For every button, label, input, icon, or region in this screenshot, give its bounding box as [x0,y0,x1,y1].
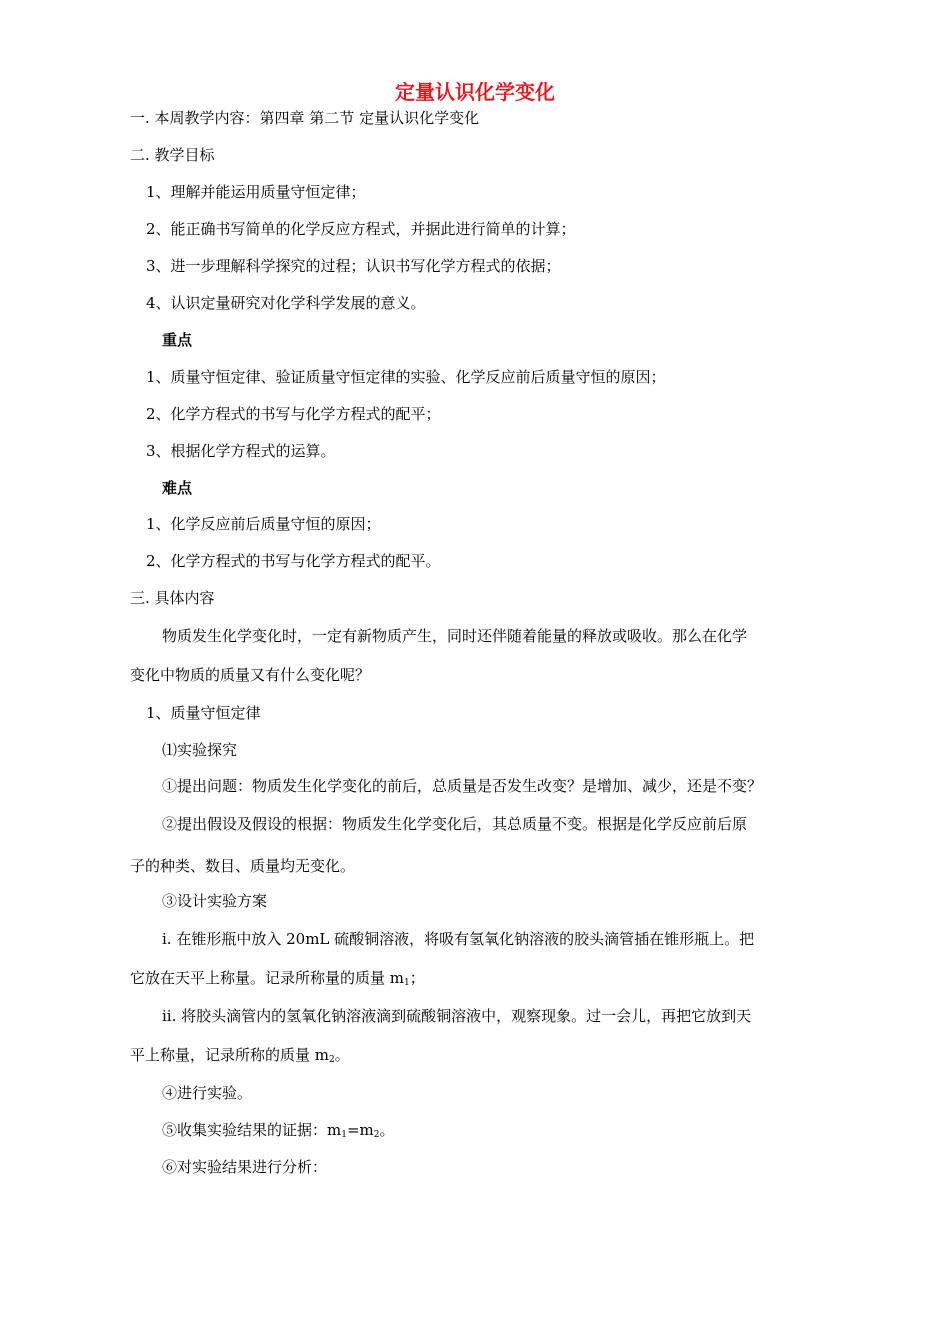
goal-item: 3、进一步理解科学探究的过程；认识书写化学方程式的依据； [146,257,561,275]
difficulty-item: 1、化学反应前后质量守恒的原因； [146,515,381,533]
line-text: 。 [379,1121,395,1139]
subscript: 2 [373,1130,380,1140]
line-text: 它放在天平上称量。记录所称量的质量 m [130,969,404,987]
design-step-i-line: i. 在锥形瓶中放入 20mL 硫酸铜溶液，将吸有氢氧化钠溶液的胶头滴管插在锥形瓶上。把 [162,930,755,948]
goal-item: 4、认识定量研究对化学科学发展的意义。 [146,294,426,312]
step-question: ①提出问题：物质发生化学变化的前后，总质量是否发生改变？是增加、减少，还是不变？ [162,777,763,795]
experiment-heading: ⑴实验探究 [162,741,238,759]
design-step-ii-line: ii. 将胶头滴管内的氢氧化钠溶液滴到硫酸铜溶液中，观察现象。过一会儿，再把它放到天 [162,1007,752,1025]
section-one-heading: 一. 本周教学内容：第四章 第二节 定量认识化学变化 [130,109,480,127]
line-text: ； [409,969,425,987]
section-two-heading: 二. 教学目标 [130,146,215,164]
step-evidence [162,1120,395,1140]
step-experiment: ④进行实验。 [162,1084,253,1102]
step-design: ③设计实验方案 [162,892,268,910]
intro-paragraph-line: 变化中物质的质量又有什么变化呢？ [130,666,371,684]
intro-paragraph-line: 物质发生化学变化时，一定有新物质产生，同时还伴随着能量的释放或吸收。那么在化学 [162,627,748,645]
line-text: 。 [334,1046,350,1064]
subscript: 1 [404,978,410,988]
subscript: 1 [341,1130,347,1140]
subscript: 2 [329,1055,335,1065]
design-step-i-line [130,968,425,988]
difficulty-item: 2、化学方程式的书写与化学方程式的配平。 [146,552,441,570]
line-text: ⑤收集实验结果的证据：m [162,1121,342,1139]
key-points-heading: 重点 [162,331,193,349]
goal-item: 2、能正确书写简单的化学反应方程式，并据此进行简单的计算； [146,220,576,238]
document-title: 定量认识化学变化 [395,80,555,104]
design-step-ii-line [130,1045,350,1065]
key-point-item: 3、根据化学方程式的运算。 [146,442,336,460]
goal-item: 1、理解并能运用质量守恒定律； [146,183,366,201]
line-text: 平上称量，记录所称的质量 m [130,1046,329,1064]
subsection-heading: 1、质量守恒定律 [146,704,261,722]
line-text: =m [346,1121,374,1139]
key-point-item: 2、化学方程式的书写与化学方程式的配平； [146,405,441,423]
step-hypothesis-line: 子的种类、数目、质量均无变化。 [130,857,356,875]
difficulties-heading: 难点 [162,479,193,497]
step-analysis: ⑥对实验结果进行分析： [162,1158,328,1176]
step-hypothesis-line: ②提出假设及假设的根据：物质发生化学变化后，其总质量不变。根据是化学反应前后原 [162,815,748,833]
section-three-heading: 三. 具体内容 [130,589,215,607]
key-point-item: 1、质量守恒定律、验证质量守恒定律的实验、化学反应前后质量守恒的原因； [146,368,666,386]
